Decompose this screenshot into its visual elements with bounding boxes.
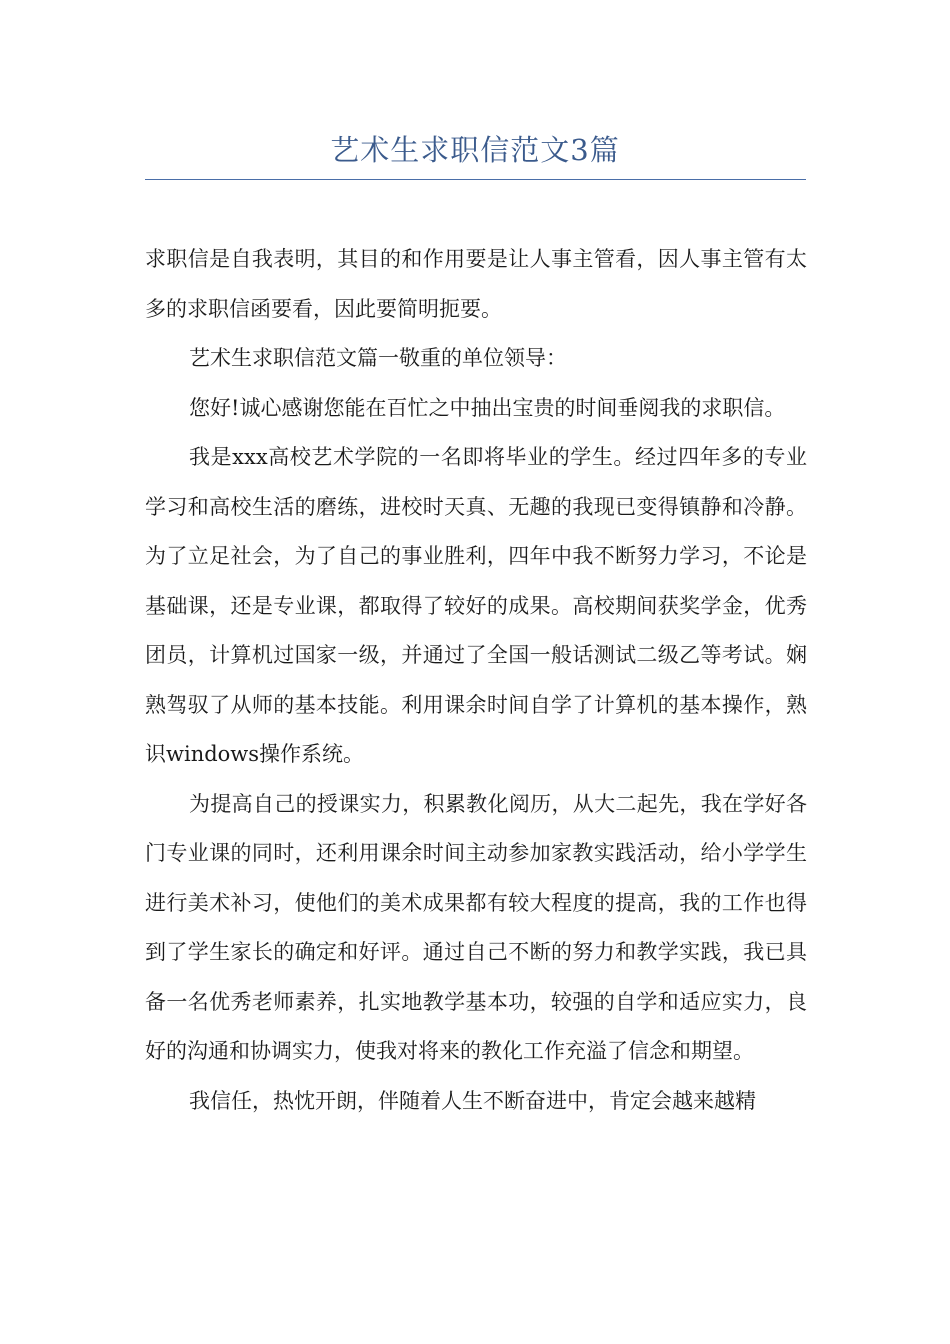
paragraph-closing: 我信任，热忱开朗，伴随着人生不断奋进中，肯定会越来越精 xyxy=(189,1088,756,1113)
title-underline xyxy=(145,179,806,180)
paragraph-intro: 求职信是自我表明，其目的和作用要是让人事主管看，因人事主管有太多的求职信函要看，因此要简明扼要。 xyxy=(145,247,807,321)
paragraph-salutation: 艺术生求职信范文篇一敬重的单位领导： xyxy=(189,346,567,370)
document-body xyxy=(145,235,807,1126)
paragraph-greeting: 您好!诚心感谢您能在百忙之中抽出宝贵的时间垂阅我的求职信。 xyxy=(189,395,786,420)
paragraph-teaching-experience: 为提高自己的授课实力，积累教化阅历，从大二起先，我在学好各门专业课的同时，还利用课余时间主动参加家教实践活动，给小学学生进行美术补习，使他们的美术成果都有较大程度的提高，我的工作也得到了学生家长的确定和好评。通过自己不断的努力和教学实践，我已具备一名优秀老师素养，扎实地教学基本功，较强的自学和适应实力，良好的沟通和协调实力，使我对将来的教化工作充溢了信念和期望。 xyxy=(145,791,807,1063)
paragraph-self-introduction: 我是xxx高校艺术学院的一名即将毕业的学生。经过四年多的专业学习和高校生活的磨练，进校时天真、无趣的我现已变得镇静和冷静。为了立足社会，为了自己的事业胜利，四年中我不断努力学习，不论是基础课，还是专业课，都取得了较好的成果。高校期间获奖学金，优秀团员，计算机过国家一级，并通过了全国一般话测试二级乙等考试。娴熟驾驭了从师的基本技能。利用课余时间自学了计算机的基本操作，熟识windows操作系统。 xyxy=(145,445,807,766)
document-title: 艺术生求职信范文3篇 xyxy=(330,133,620,167)
